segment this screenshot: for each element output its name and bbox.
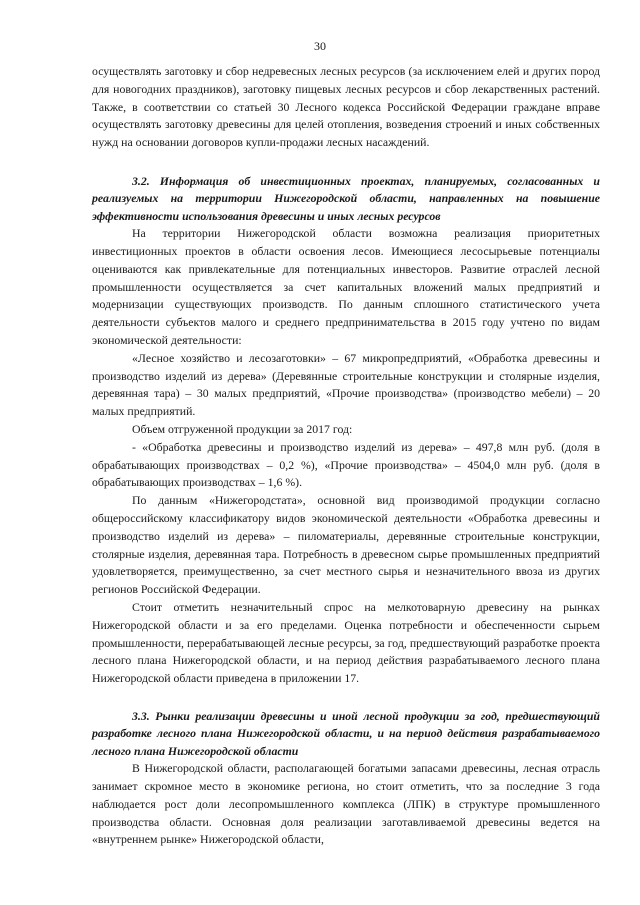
page-number: 30 <box>314 39 326 53</box>
paragraph-investment: На территории Нижегородской области возможна реализация приоритетных инвестиционных проектов в области освоения лесов. Имеющиеся лесосырьевые потенциалы оцениваются как привлекательные для потенциальных инвесторов. Развитие отраслей лесной промышленности осуществляется за счет капитальных вложений малых предприятий и модернизации существующих производств. По данным сплошного статистического учета деятельности субъектов малого и среднего предпринимательства в 2015 году учтено по видам экономической деятельности: <box>92 226 600 347</box>
paragraph-statistics: По данным «Нижегородстата», основной вид производимой продукции согласно общероссийскому классификатору видов экономической деятельности «Обработка древесины и производство изделий из дерева» – пиломатериалы, деревянные строительные конструкции, столярные изделия, деревянная тара. Потребность в древесном сырье промышленных предприятий удовлетворяется, преимущественно, за счет местного сырья и незначительного ввоза из других регионов Российской Федерации. <box>92 493 600 597</box>
paragraph-intro: осуществлять заготовку и сбор недревесных лесных ресурсов (за исключением елей и других пород для новогодних праздников), заготовку пищевых лесных ресурсов и сбор лекарственных растений. Также, в соответствии со статьей 30 Лесного кодекса Российской Федерации граждане вправе осуществлять заготовку древесины для целей отопления, возведения строений и иных собственных нужд на основании договоров купли-продажи лесных насаждений. <box>92 64 600 150</box>
paragraph-volume-title: Объем отгруженной продукции за 2017 год: <box>132 421 353 436</box>
paragraph-activity-types: «Лесное хозяйство и лесозаготовки» – 67 микропредприятий, «Обработка древесины и производство изделий из дерева» (Деревянные строительные конструкции и столярные изделия, деревянная тара) – 30 малых предприятий, «Прочие производства» (производство мебели) – 20 малых предприятий. <box>92 350 600 419</box>
paragraph-demand: Стоит отметить незначительный спрос на мелкотоварную древесину на рынках Нижегородской области и за его пределами. Оценка потребности и обеспеченности сырьем промышленности, перерабатывающей лесные ресурсы, за год, предшествующий разработке проекта лесного плана Нижегородской области, и на период действия разрабатываемого лесного плана Нижегородской области приведена в приложении 17. <box>92 599 600 686</box>
section-heading-3-2: 3.2. Информация об инвестиционных проектах, планируемых, согласованных и реализуемых на территории Нижегородской области, направленных на повышение эффективности использования древесины и иных лесных ресурсов <box>92 173 600 223</box>
paragraph-volume-item: - «Обработка древесины и производство изделий из дерева» – 497,8 млн руб. (доля в обрабатывающих производствах – 0,2 %), «Прочие производства» – 4504,0 млн руб. (доля в обрабатывающих производствах – 1,6 %). <box>92 439 600 490</box>
document-body <box>92 63 600 849</box>
section-heading-3-3: 3.3. Рынки реализации древесины и иной лесной продукции за год, предшествующий разработке лесного плана Нижегородской области, и на период действия разрабатываемого лесного плана Нижегородской области <box>92 708 600 758</box>
paragraph-market: В Нижегородской области, располагающей богатыми запасами древесины, лесная отрасль занимает скромное место в экономике региона, но стоит отметить, что за последние 3 года наблюдается рост доли лесопромышленного комплекса (ЛПК) в структуре промышленного производства области. Основная доля реализации заготавливаемой древесины ведется на «внутреннем рынке» Нижегородской области, <box>92 761 600 847</box>
